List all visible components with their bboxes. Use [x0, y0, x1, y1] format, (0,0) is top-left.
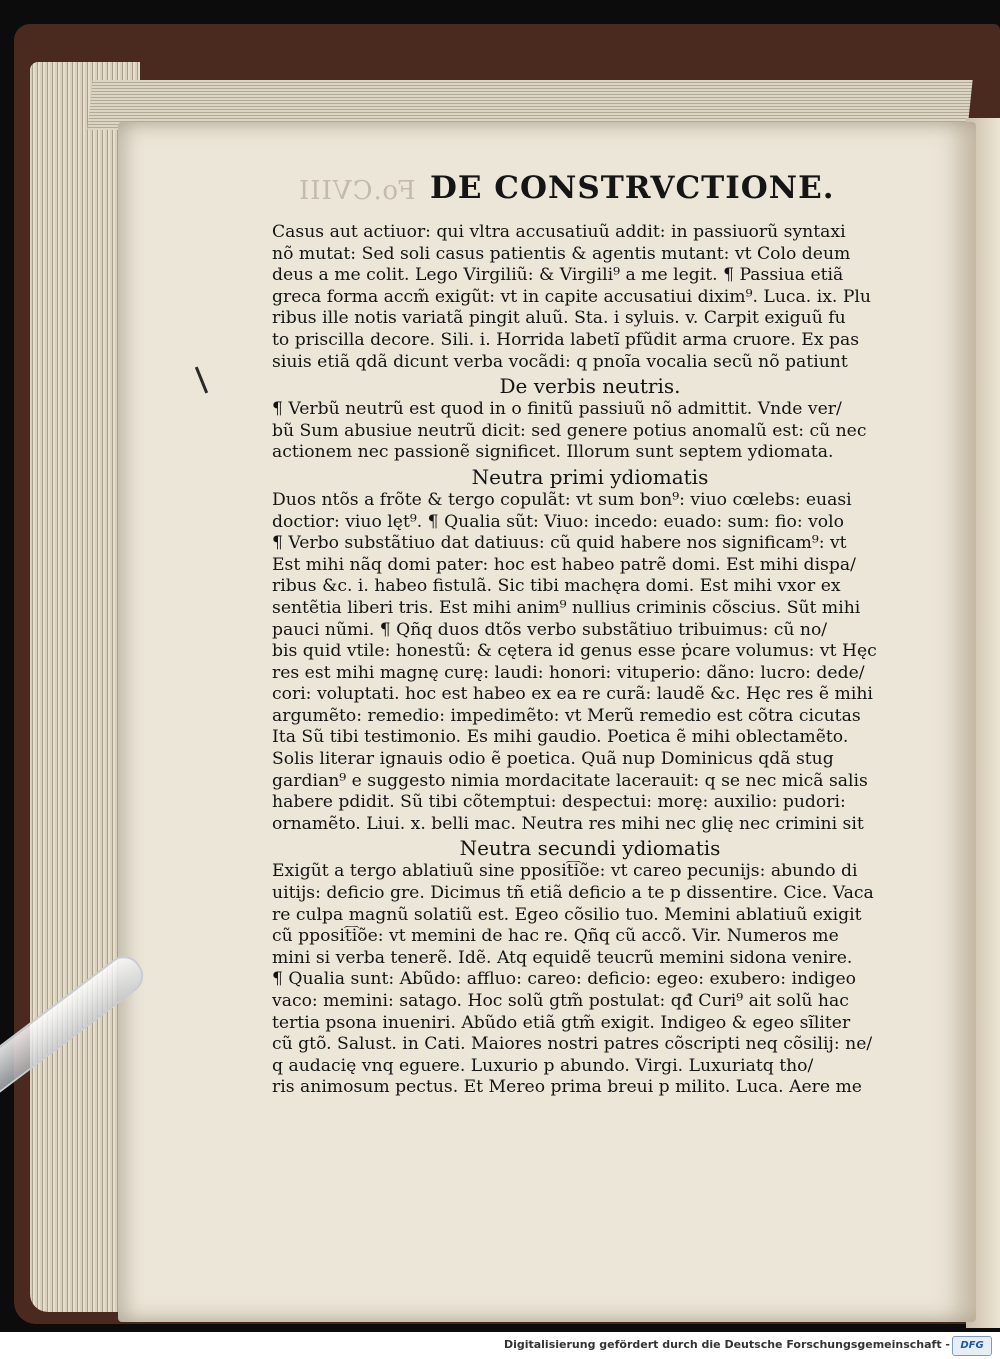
text-line: uitijs: deficio gre. Dicimus tñ etiã deficio a te p dissentire. Cice. Vaca	[272, 883, 874, 904]
text-line: mini si verba tenerẽ. Idẽ. Atq equidẽ teucrũ memini sidona venire.	[272, 947, 853, 968]
text-line: cũ gtõ. Salust. in Cati. Maiores nostri patres cõscripti neq cõsilij: ne/	[272, 1034, 873, 1055]
text-block	[272, 222, 908, 1099]
text-line: ¶ Verbo substãtiuo dat datiuus: cũ quid habere nos significam⁹: vt	[272, 533, 847, 554]
text-line: Solis literar ignauis odio ẽ poetica. Quã nup Dominicus qdã stug	[272, 749, 834, 770]
text-line: argumẽto: remedio: impedimẽto: vt Merũ remedio est cõtra cicutas	[272, 705, 861, 726]
text-line: re culpa magnũ solatiũ est. Egeo cõsilio tuo. Memini ablatiuũ exigit	[272, 904, 862, 925]
text-line: tertia psona inueniri. Abũdo etiã gtm̃ exigit. Indigeo & egeo sĩliter	[272, 1012, 851, 1033]
text-line: ¶ Verbũ neutrũ est quod in o finitũ passiuũ nõ admittit. Vnde ver/	[272, 399, 842, 420]
text-line: doctior: viuo lęt⁹. ¶ Qualia sũt: Viuo: incedo: euado: sum: fio: volo	[272, 511, 844, 532]
text-line: nõ mutat: Sed soli casus patientis & agentis mutant: vt Colo deum	[272, 243, 851, 264]
text-line: q audacię vnq eguere. Luxurio p abundo. Virgi. Luxuriatq tho/	[272, 1055, 814, 1076]
running-head	[160, 166, 950, 216]
section-heading: De verbis neutris.	[499, 374, 681, 399]
text-line: Duos ntõs a frõte & tergo copulãt: vt sum bon⁹: viuo cœlebs: euasi	[272, 489, 852, 510]
section-heading: Neutra primi ydiomatis	[471, 464, 709, 489]
text-line: sentẽtia liberi tris. Est mihi anim⁹ nullius criminis cõscius. Sũt mihi	[272, 597, 861, 618]
text-line: Est mihi nãq domi pater: hoc est habeo patrẽ domi. Est mihi dispa/	[272, 554, 856, 575]
text-line: res est mihi magnę curę: laudi: honori: vituperio: dãno: lucro: dede/	[272, 662, 865, 683]
text-line: habere pdidit. Sũ tibi cõtemptui: despectui: morę: auxilio: pudori:	[272, 792, 846, 813]
text-line: Casus aut actiuor: qui vltra accusatiuũ addit: in passiuorũ syntaxi	[272, 222, 846, 242]
text-line: ribus ille notis variatã pingit aluũ. Sta. i syluis. v. Carpit exiguũ fu	[272, 308, 846, 329]
text-line: vaco: memini: satago. Hoc solũ gtm̃ postulat: qđ Curi⁹ ait solũ hac	[272, 991, 849, 1011]
folio-showthrough: Fo.CVIII	[298, 176, 416, 206]
text-line: Ita Sũ tibi testimonio. Es mihi gaudio. Poetica ẽ mihi oblectamẽto.	[272, 727, 849, 748]
text-line: to priscilla decore. Sili. i. Horrida labetĩ pfũdit arma cruore. Ex pas	[272, 329, 860, 350]
text-line: bis quid vtile: honestũ: & cętera id genus esse ṗcare volumus: vt Hęc	[272, 641, 877, 662]
dfg-logo: DFG	[952, 1336, 992, 1356]
text-line: ris animosum pectus. Et Mereo prima breui p milito. Luca. Aere me	[272, 1077, 862, 1098]
footer-bar	[0, 1332, 1000, 1359]
page-title: DE CONSTRVCTIONE.	[430, 170, 835, 206]
text-line: cũ pposit͡iõe: vt memini de hac re. Qñq cũ accõ. Vir. Numeros me	[272, 926, 839, 947]
text-line: ornamẽto. Liui. x. belli mac. Neutra res mihi nec glię nec crimini sit	[272, 813, 864, 834]
funding-credit: Digitalisierung gefördert durch die Deutsche Forschungsgemeinschaft -	[503, 1338, 950, 1351]
text-line: pauci nũmi. ¶ Qñq duos dtõs verbo substãtiuo tribuimus: cũ no/	[272, 619, 828, 640]
text-line: bũ Sum abusiue neutrũ dicit: sed genere potius anomalũ est: cũ nec	[272, 420, 867, 441]
text-line: cori: voluptati. hoc est habeo ex ea re curã: laudẽ &c. Hęc res ẽ mihi	[272, 684, 873, 705]
text-line: greca forma accm̃ exigũt: vt in capite accusatiui dixim⁹. Luca. ix. Plu	[272, 286, 871, 307]
text-line: ribus &c. i. habeo fistulã. Sic tibi machęra domi. Est mihi vxor ex	[272, 576, 841, 597]
text-line: actionem nec passionẽ significet. Illorum sunt septem ydiomata.	[272, 442, 834, 463]
text-line: ¶ Qualia sunt: Abũdo: affluo: careo: deficio: egeo: exubero: indigeo	[272, 969, 857, 990]
text-line: Exigũt a tergo ablatiuũ sine pposit͡iõe: vt careo pecunijs: abundo di	[272, 861, 858, 882]
section-heading: Neutra secundi ydiomatis	[459, 836, 721, 861]
text-line: deus a me colit. Lego Virgiliũ: & Virgili⁹ a me legit. ¶ Passiua etiã	[272, 265, 844, 286]
text-line: siuis etiã qdã dicunt verba vocãdi: q pnoĩa vocalia secũ nõ patiunt	[272, 351, 848, 372]
text-line: gardian⁹ e suggesto nimia mordacitate lacerauit: q se nec micã salis	[272, 770, 868, 791]
